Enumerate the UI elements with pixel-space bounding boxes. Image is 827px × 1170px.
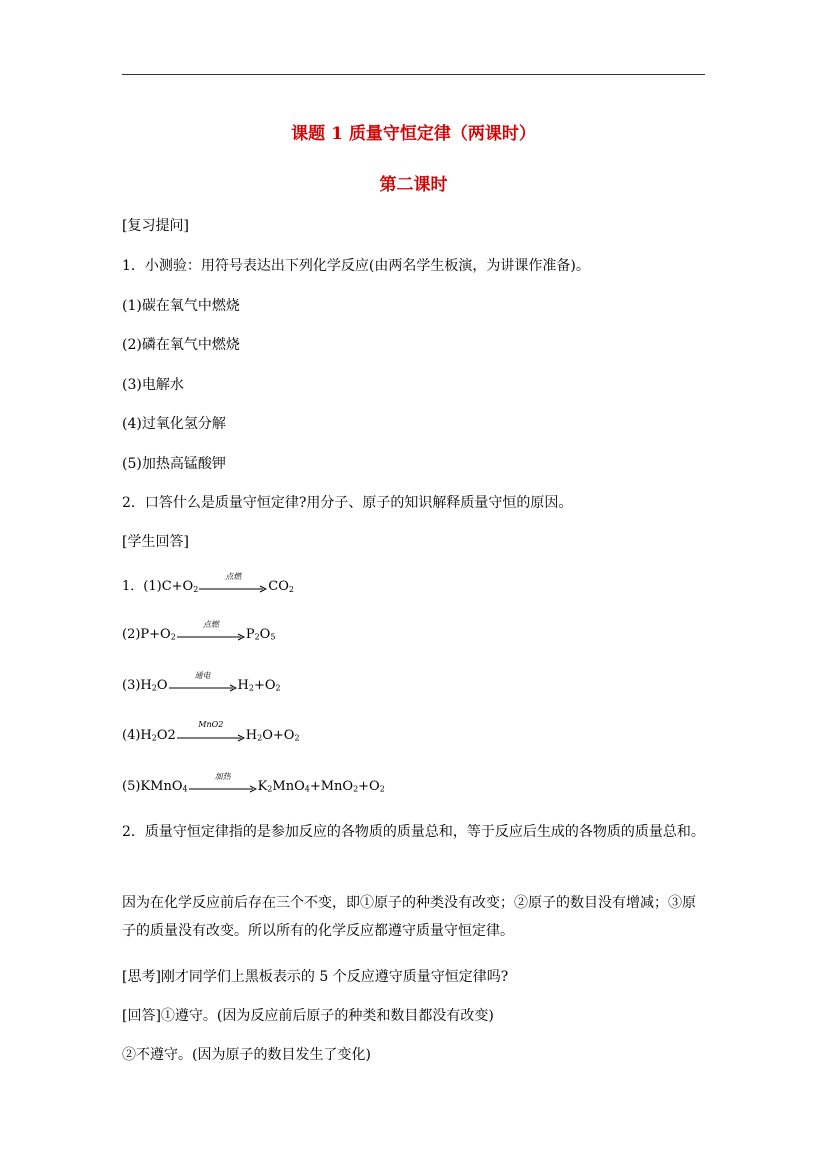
reaction-arrow-icon: 点燃 [199,578,267,594]
reaction-arrow-icon: 点燃 [177,626,245,642]
review-item: (5)加热高锰酸钾 [122,456,226,472]
document-subtitle: 第二课时 [379,175,448,195]
reaction-arrow-icon: 通电 [169,677,237,693]
equation-1: 1．$(1)C+O_2$ 点燃 $CO_2$ [122,572,294,594]
equation-5: (5)KMnO$_4$ 加热 $K_2MnO_4+MnO_2+O_2$ [122,771,385,794]
reply-1: [回答]①遵守。(因为反应前后原子的种类和数目都没有改变) [122,1008,494,1024]
review-item: (3)电解水 [122,377,184,393]
review-question-1: 1．小测验：用符号表达出下列化学反应(由两名学生板演，为讲课作准备)。 [122,258,590,274]
equation-2: $(2)P+O_2$ 点燃 $P_2O_5$ [122,619,276,642]
header-rule [122,74,705,75]
equation-3: $(3)H_2O$ 通电 $H_2+O_2$ [122,670,281,693]
answers-heading: [学生回答] [122,534,189,550]
reply-2: ②不遵守。(因为原子的数目发生了变化) [122,1047,371,1063]
document-title: 课题 1 质量守恒定律（两课时） [291,124,536,144]
review-item: (4)过氧化氢分解 [122,416,226,432]
law-statement: 2．质量守恒定律指的是参加反应的各物质的质量总和，等于反应后生成的各物质的质量总和。 [122,824,705,840]
think-question: [思考]刚才同学们上黑板表示的 5 个反应遵守质量守恒定律吗? [122,969,509,985]
reaction-arrow-icon: 加热 [189,778,257,794]
review-item: (2)磷在氧气中燃烧 [122,337,240,353]
review-item: (1)碳在氧气中燃烧 [122,298,240,314]
reaction-arrow-icon: MnO2 [177,727,245,743]
review-heading: [复习提问] [122,218,189,234]
equation-4: $(4)H_2O2$ MnO2 $H_2O+O_2$ [122,719,300,743]
law-reason: 因为在化学反应前后存在三个不变，即①原子的种类没有改变；②原子的数目没有增减；③原子的质量没有改变。所以所有的化学反应都遵守质量守恒定律。 [122,895,696,939]
review-question-2: 2．口答什么是质量守恒定律?用分子、原子的知识解释质量守恒的原因。 [122,495,573,511]
